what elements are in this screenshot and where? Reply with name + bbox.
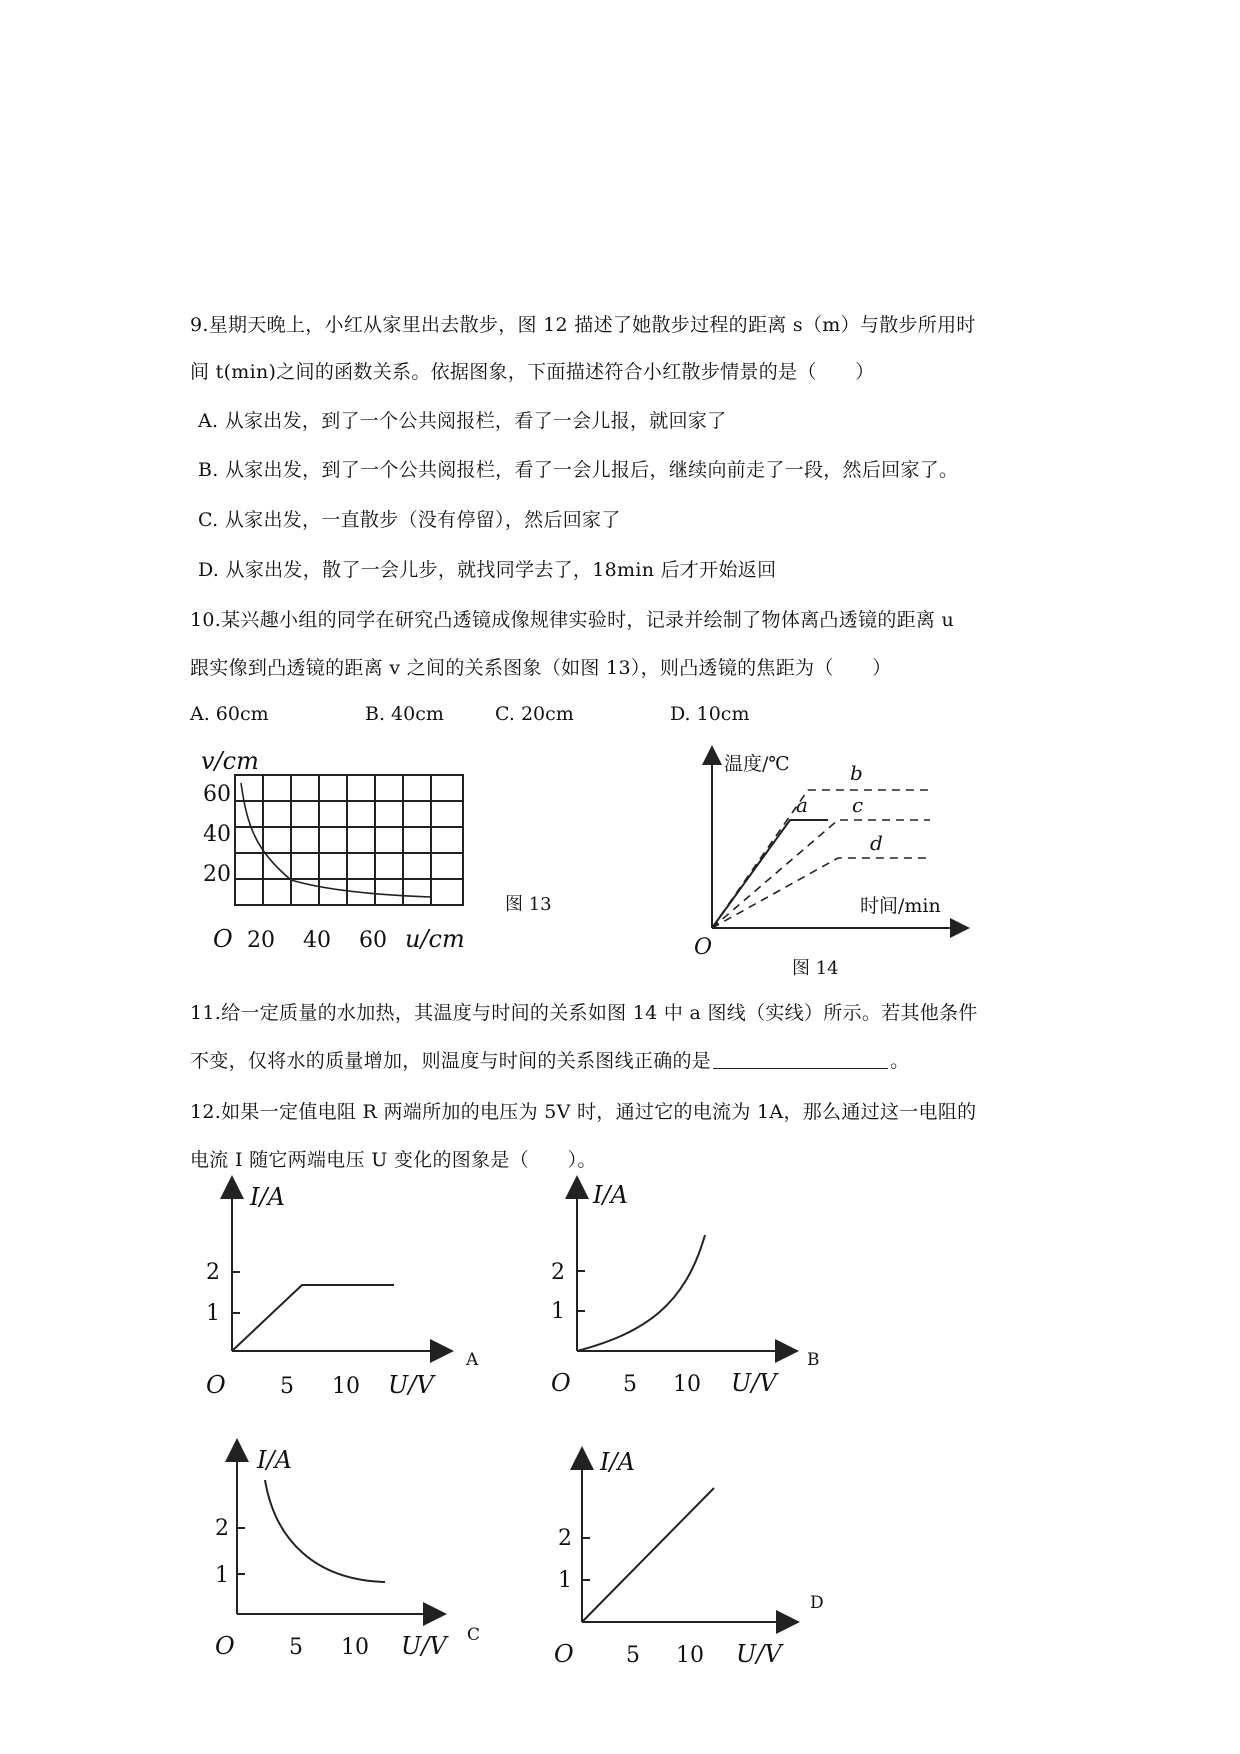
q10-option-d: D. 10cm xyxy=(670,703,750,725)
q10-option-b: B. 40cm xyxy=(365,703,444,725)
graph-b-y-axis-label: I/A xyxy=(593,1181,628,1209)
q9-line1: 9.星期天晚上，小红从家里出去散步，图 12 描述了她散步过程的距离 s（m）与散步所用时 xyxy=(190,314,976,336)
graph-d-y-tick: 1 xyxy=(558,1568,572,1593)
graph-d-x-tick: 10 xyxy=(676,1643,704,1668)
graph-c-x-tick: 5 xyxy=(289,1635,303,1660)
graph-c-origin: O xyxy=(215,1632,235,1660)
fig13-x-tick: 40 xyxy=(303,928,331,953)
graph-a-x-tick: 5 xyxy=(280,1374,294,1399)
graph-b-curve xyxy=(577,1235,705,1351)
graph-c-curve xyxy=(265,1480,385,1582)
graph-b-x-axis-label: U/V xyxy=(731,1369,777,1397)
q9-option-c: C. 从家出发，一直散步（没有停留），然后回家了 xyxy=(198,509,621,531)
graph-d-x-axis-label: U/V xyxy=(736,1640,782,1668)
graph-d-line xyxy=(582,1488,714,1622)
fig13-x-axis-label: u/cm xyxy=(405,925,465,953)
graph-a-x-axis-label: U/V xyxy=(388,1371,434,1399)
graph-a xyxy=(200,1175,500,1405)
graph-c-y-tick: 1 xyxy=(215,1563,229,1588)
figure-14 xyxy=(690,740,980,980)
q10-option-c: C. 20cm xyxy=(495,703,574,725)
fig14-x-axis-label: 时间/min xyxy=(860,895,941,917)
fig13-caption: 图 13 xyxy=(505,894,552,915)
graph-b-y-tick: 2 xyxy=(551,1260,565,1285)
q11-line2 xyxy=(190,1046,909,1073)
q10-line2: 跟实像到凸透镜的距离 v 之间的关系图象（如图 13），则凸透镜的焦距为（ ） xyxy=(190,657,892,679)
fig14-origin: O xyxy=(694,935,713,960)
graph-d-label: D xyxy=(810,1593,824,1613)
graph-a-y-tick: 2 xyxy=(206,1260,220,1285)
graph-a-label: A xyxy=(466,1350,479,1370)
fig13-grid xyxy=(235,775,463,905)
graph-c xyxy=(205,1430,505,1670)
graph-a-y-tick: 1 xyxy=(206,1301,220,1326)
graph-c-y-tick: 2 xyxy=(215,1516,229,1541)
fig13-y-tick: 40 xyxy=(203,822,231,847)
q11-answer-blank xyxy=(713,1050,888,1069)
q11-line2-end: 。 xyxy=(890,1050,910,1072)
graph-c-x-axis-label: U/V xyxy=(401,1632,447,1660)
fig13-y-tick: 20 xyxy=(203,862,231,887)
graph-a-y-axis-label: I/A xyxy=(250,1183,285,1211)
fig13-origin: O xyxy=(213,925,233,953)
graph-d xyxy=(550,1440,850,1680)
q12-line2: 电流 I 随它两端电压 U 变化的图象是（ ）。 xyxy=(190,1149,597,1171)
fig14-caption: 图 14 xyxy=(792,958,839,979)
graph-b-origin: O xyxy=(551,1369,571,1397)
graph-b-label: B xyxy=(807,1350,820,1370)
graph-b-x-tick: 10 xyxy=(673,1372,701,1397)
q10-option-a: A. 60cm xyxy=(190,703,269,725)
figure-13 xyxy=(195,745,555,965)
q11-line2-text: 不变，仅将水的质量增加，则温度与时间的关系图线正确的是 xyxy=(190,1050,712,1072)
q9-option-b: B. 从家出发，到了一个公共阅报栏，看了一会儿报后，继续向前走了一段，然后回家了。 xyxy=(198,459,959,481)
q9-line2: 间 t(min)之间的函数关系。依据图象，下面描述符合小红散步情景的是（ ） xyxy=(190,361,875,383)
fig14-label-a: a xyxy=(796,793,808,817)
fig13-y-tick: 60 xyxy=(203,782,231,807)
graph-b xyxy=(545,1175,845,1405)
fig14-label-c: c xyxy=(852,793,864,817)
graph-d-y-axis-label: I/A xyxy=(600,1448,635,1476)
graph-d-y-tick: 2 xyxy=(558,1526,572,1551)
graph-d-origin: O xyxy=(554,1640,574,1668)
graph-a-line xyxy=(232,1285,394,1351)
graph-c-y-axis-label: I/A xyxy=(257,1446,292,1474)
graph-d-x-tick: 5 xyxy=(626,1643,640,1668)
fig14-label-b: b xyxy=(850,761,863,785)
fig13-x-tick: 60 xyxy=(359,928,387,953)
q11-line1: 11.给一定质量的水加热，其温度与时间的关系如图 14 中 a 图线（实线）所示。若其他条件 xyxy=(190,1002,978,1024)
q9-option-d: D. 从家出发，散了一会儿步，就找同学去了，18min 后才开始返回 xyxy=(198,559,777,581)
graph-c-label: C xyxy=(467,1625,481,1645)
q10-line1: 10.某兴趣小组的同学在研究凸透镜成像规律实验时，记录并绘制了物体离凸透镜的距离 u xyxy=(190,609,955,631)
fig14-curve-d xyxy=(712,858,930,928)
q9-option-a: A. 从家出发，到了一个公共阅报栏，看了一会儿报，就回家了 xyxy=(198,410,727,432)
graph-b-x-tick: 5 xyxy=(623,1372,637,1397)
graph-c-x-tick: 10 xyxy=(341,1635,369,1660)
graph-a-origin: O xyxy=(206,1371,226,1399)
graph-a-x-tick: 10 xyxy=(332,1374,360,1399)
fig13-x-tick: 20 xyxy=(247,928,275,953)
fig13-y-axis-label: v/cm xyxy=(201,747,259,775)
fig14-label-d: d xyxy=(870,831,883,855)
q12-line1: 12.如果一定值电阻 R 两端所加的电压为 5V 时，通过它的电流为 1A，那么通过这一电阻的 xyxy=(190,1101,977,1123)
graph-b-y-tick: 1 xyxy=(551,1299,565,1324)
fig14-y-axis-label: 温度/℃ xyxy=(724,753,790,775)
